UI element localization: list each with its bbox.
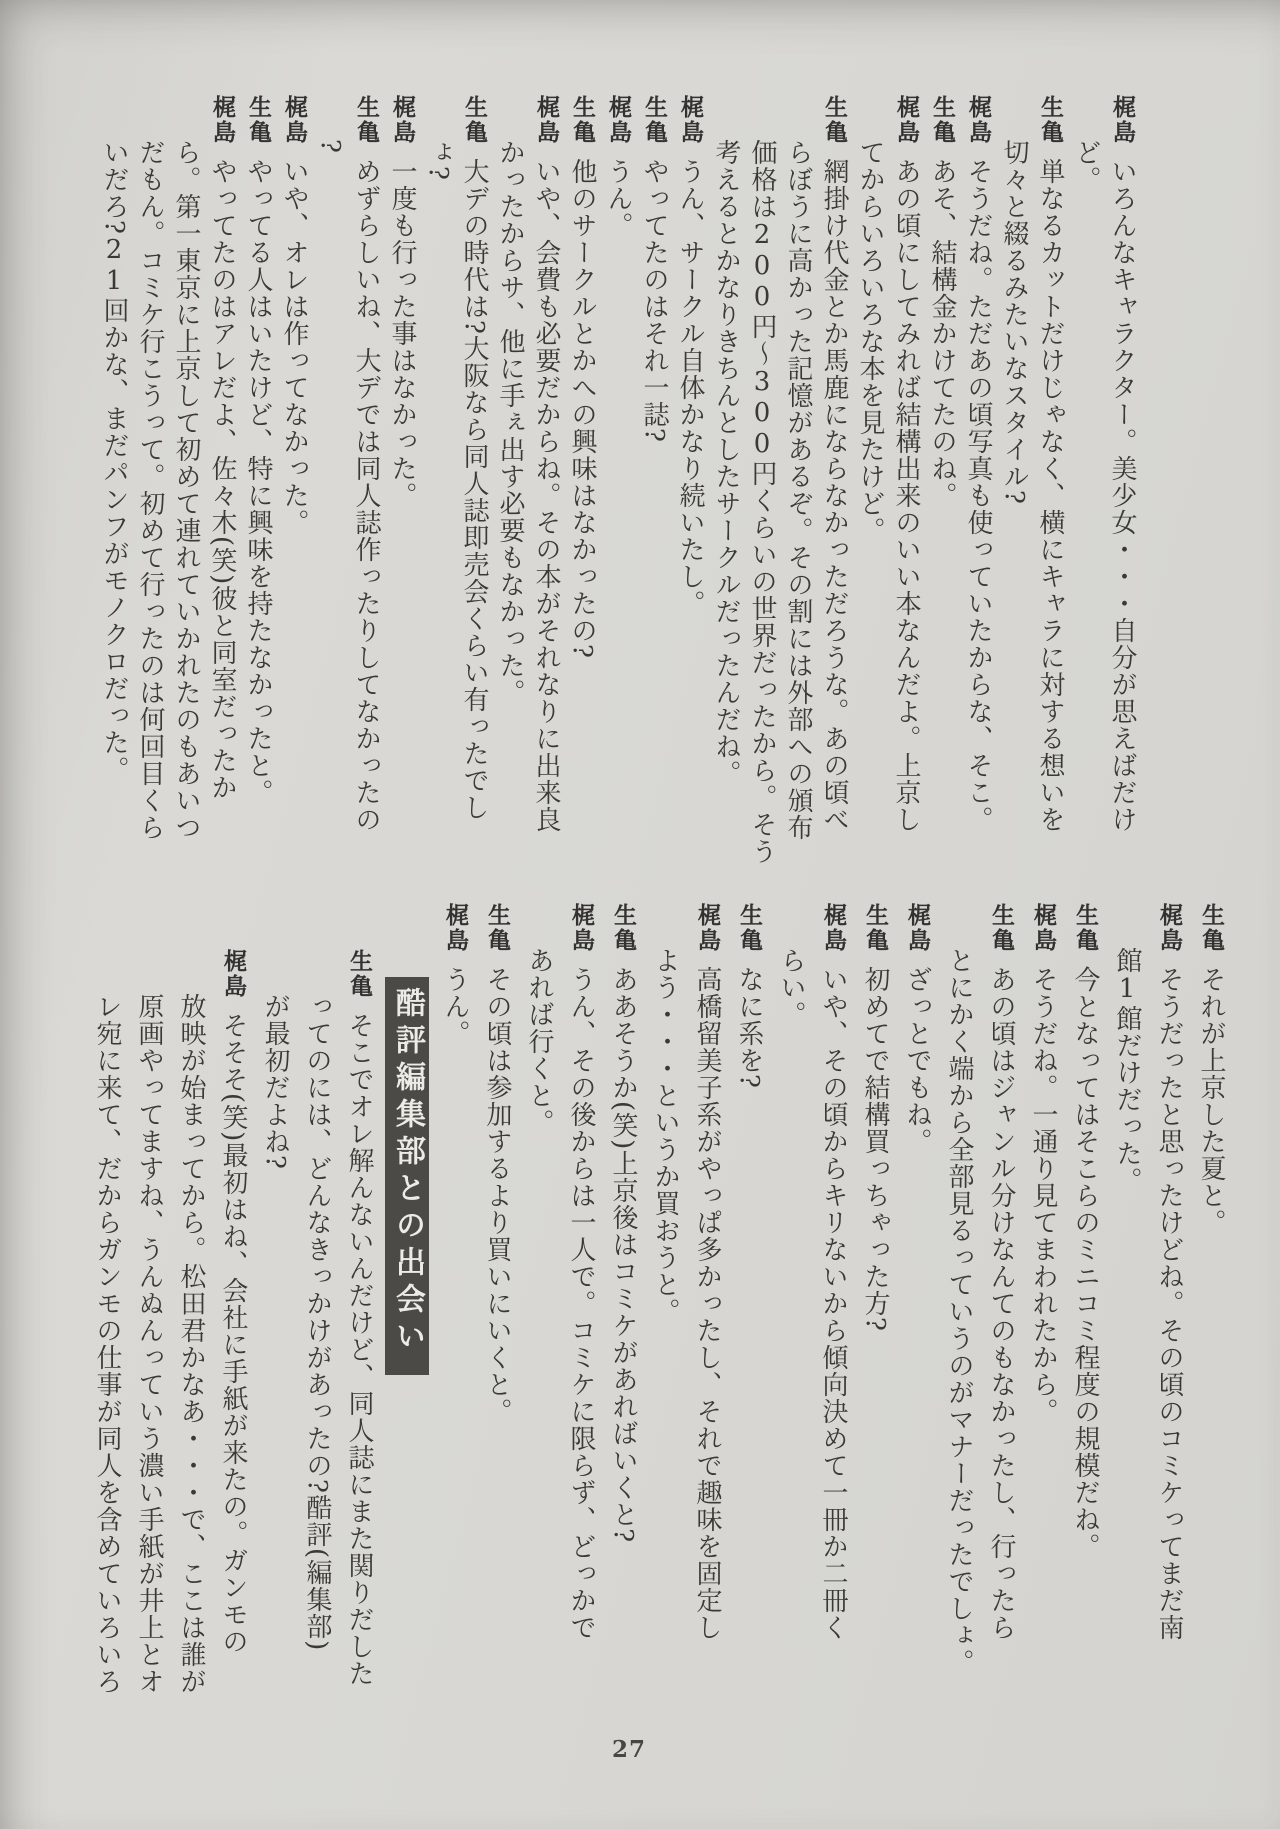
dialogue-continuation: だもん。コミケ行こうって。初めて行ったのは何回目くら bbox=[135, 139, 165, 841]
speaker-name: 梶島 bbox=[220, 949, 247, 999]
dialogue-continuation: あれば行くと。 bbox=[524, 947, 554, 1136]
speaker-name: 梶島 bbox=[694, 903, 721, 953]
speaker-name: 梶島 bbox=[568, 903, 595, 953]
dialogue-line: 生亀今となってはそこらのミニコミ程度の規模だね。 bbox=[1064, 903, 1106, 1703]
dialogue-line: 梶島うん。 bbox=[600, 95, 636, 877]
speaker-name: 生亀 bbox=[1037, 95, 1064, 145]
dialogue-continuation: 切々と綴るみたいなスタイル? bbox=[999, 139, 1029, 505]
dialogue-continuation: が最初だよね? bbox=[260, 993, 290, 1170]
speaker-name: 梶島 bbox=[820, 903, 847, 953]
speaker-name: 生亀 bbox=[821, 95, 848, 145]
dialogue-line: 梶島うん、サークル自体かなり続いたし。 bbox=[672, 95, 708, 877]
dialogue-continuation: 考えるとかなりきちんとしたサークルだったんだね。 bbox=[711, 139, 741, 787]
dialogue-line: 梶島うん。 bbox=[434, 903, 476, 1703]
dialogue-continuation: らぼうに高かった記憶があるぞ。その割には外部への頒布 bbox=[783, 139, 813, 841]
dialogue-continuation: てからいろいろな本を見たけど。 bbox=[855, 139, 885, 544]
dialogue-continuation: とにかく端から全部見るっていうのがマナーだったでしょ。 bbox=[944, 947, 974, 1676]
dialogue-continuation: 価格は200円〜300円くらいの世界だったから。そう bbox=[747, 139, 777, 865]
dialogue-line: 梶島そうだったと思ったけどね。その頃のコミケってまだ南 bbox=[1148, 903, 1190, 1703]
dialogue-line: 生亀やってる人はいたけど、特に興味を持たなかったと。 bbox=[240, 95, 276, 877]
speaker-name: 生亀 bbox=[484, 903, 511, 953]
speaker-name: 梶島 bbox=[281, 95, 308, 145]
dialogue-line: 梶島あの頃にしてみれば結構出来のいい本なんだよ。上京し bbox=[888, 95, 924, 877]
dialogue-line: 生亀単なるカットだけじゃなく、横にキャラに対する想いを bbox=[1032, 95, 1068, 877]
interview-block-bottom bbox=[86, 903, 1232, 1703]
speaker-name: 生亀 bbox=[245, 95, 272, 145]
dialogue-continuation: ょ? bbox=[423, 139, 453, 181]
speaker-name: 梶島 bbox=[442, 903, 469, 953]
dialogue-line: 生亀あの頃はジャンル分けなんてのもなかったし、行ったら bbox=[980, 903, 1022, 1703]
speaker-name: 梶島 bbox=[209, 95, 236, 145]
speaker-name: 梶島 bbox=[893, 95, 920, 145]
dialogue-line: 梶島いや、その頃からキリないから傾向決めて一冊か二冊く bbox=[812, 903, 854, 1703]
dialogue-line: 生亀網掛け代金とか馬鹿にならなかっただろうな。あの頃べ bbox=[816, 95, 852, 877]
dialogue-line: 梶島ざっとでもね。 bbox=[896, 903, 938, 1703]
dialogue-continuation: ど。 bbox=[1071, 139, 1101, 193]
dialogue-line: 生亀初めてで結構買っちゃった方? bbox=[854, 903, 896, 1703]
page-number: 27 bbox=[612, 1736, 647, 1763]
speaker-name: 生亀 bbox=[988, 903, 1015, 953]
dialogue-continuation: 放映が始まってから。松田君かなあ・・・で、ここは誰が bbox=[176, 993, 206, 1695]
dialogue-line: 生亀あそ、結構金かけてたのね。 bbox=[924, 95, 960, 877]
speaker-name: 生亀 bbox=[610, 903, 637, 953]
dialogue-line: 生亀ああそうか(笑)上京後はコミケがあればいくと? bbox=[602, 903, 644, 1703]
speaker-name: 生亀 bbox=[346, 949, 373, 999]
speaker-name: 生亀 bbox=[641, 95, 668, 145]
speaker-name: 生亀 bbox=[569, 95, 596, 145]
dialogue-line: 梶島そうだね。ただあの頃写真も使っていたからな、そこ。 bbox=[960, 95, 996, 877]
upright-number: 200 bbox=[747, 220, 777, 313]
dialogue-line: 生亀めずらしいね、大デでは同人誌作ったりしてなかったの bbox=[348, 95, 384, 877]
dialogue-line: 梶島そうだね。一通り見てまわれたから。 bbox=[1022, 903, 1064, 1703]
dialogue-continuation: 館1館だけだった。 bbox=[1112, 947, 1142, 1194]
dialogue-line: 生亀その頃は参加するより買いにいくと。 bbox=[476, 903, 518, 1703]
dialogue-continuation: ? bbox=[315, 139, 345, 154]
speaker-name: 生亀 bbox=[862, 903, 889, 953]
speaker-name: 梶島 bbox=[533, 95, 560, 145]
dialogue-line: 梶島いや、オレは作ってなかった。 bbox=[276, 95, 312, 877]
dialogue-continuation: ら。第一東京に上京して初めて連れていかれたのもあいつ bbox=[171, 139, 201, 841]
upright-number: 21 bbox=[99, 234, 129, 297]
speaker-name: 生亀 bbox=[736, 903, 763, 953]
dialogue-line: 生亀なに系を? bbox=[728, 903, 770, 1703]
dialogue-continuation: かったからサ、他に手ぇ出す必要もなかった。 bbox=[495, 139, 525, 706]
speaker-name: 梶島 bbox=[965, 95, 992, 145]
dialogue-line: 梶島うん、その後からは一人で。コミケに限らず、どっかで bbox=[560, 903, 602, 1703]
dialogue-continuation: いだろ?21回かな、まだパンフがモノクロだった。 bbox=[99, 139, 129, 783]
dialogue-line: 梶島やってたのはアレだよ、佐々木(笑)彼と同室だったか bbox=[204, 95, 240, 877]
speaker-name: 梶島 bbox=[389, 95, 416, 145]
dialogue-line: 梶島いろんなキャラクター。美少女・・・自分が思えばだけ bbox=[1104, 95, 1140, 877]
dialogue-line: 生亀やってたのはそれ一誌? bbox=[636, 95, 672, 877]
dialogue-continuation: らい。 bbox=[776, 947, 806, 1028]
interview-block-top bbox=[96, 95, 1140, 877]
dialogue-continuation: よう・・・というか買おうと。 bbox=[650, 947, 680, 1325]
speaker-name: 梶島 bbox=[605, 95, 632, 145]
dialogue-line: 梶島そそそ(笑)最初はね、会社に手紙が来たの。ガンモの bbox=[212, 903, 254, 1703]
speaker-name: 梶島 bbox=[677, 95, 704, 145]
upright-number: 1 bbox=[1112, 974, 1142, 1005]
dialogue-line: 生亀大デの時代は?大阪なら同人誌即売会くらい有ったでし bbox=[456, 95, 492, 877]
speaker-name: 生亀 bbox=[353, 95, 380, 145]
speaker-name: 梶島 bbox=[1030, 903, 1057, 953]
dialogue-line: 生亀他のサークルとかへの興味はなかったの? bbox=[564, 95, 600, 877]
speaker-name: 梶島 bbox=[904, 903, 931, 953]
dialogue-continuation: ってのには、どんなきっかけがあったの?酷評(編集部) bbox=[302, 993, 332, 1652]
upright-number: 300 bbox=[747, 367, 777, 460]
speaker-name: 生亀 bbox=[461, 95, 488, 145]
dialogue-line: 梶島高橋留美子系がやっぱ多かったし、それで趣味を固定し bbox=[686, 903, 728, 1703]
section-header: 酷評編集部との出会い bbox=[385, 977, 429, 1375]
dialogue-line: 生亀それが上京した夏と。 bbox=[1190, 903, 1232, 1703]
dialogue-line: 梶島いや、会費も必要だからね。その本がそれなりに出来良 bbox=[528, 95, 564, 877]
speaker-name: 梶島 bbox=[1156, 903, 1183, 953]
dialogue-line: 梶島一度も行った事はなかった。 bbox=[384, 95, 420, 877]
dialogue-line: 生亀そこでオレ解んないんだけど、同人誌にまた関りだした bbox=[338, 903, 380, 1703]
speaker-name: 生亀 bbox=[1072, 903, 1099, 953]
dialogue-continuation: レ宛に来て、だからガンモの仕事が同人を含めていろいろ bbox=[92, 993, 122, 1695]
speaker-name: 梶島 bbox=[1109, 95, 1136, 145]
speaker-name: 生亀 bbox=[1198, 903, 1225, 953]
dialogue-continuation: 原画やってますね、うんぬんっていう濃い手紙が井上とオ bbox=[134, 993, 164, 1695]
speaker-name: 生亀 bbox=[929, 95, 956, 145]
